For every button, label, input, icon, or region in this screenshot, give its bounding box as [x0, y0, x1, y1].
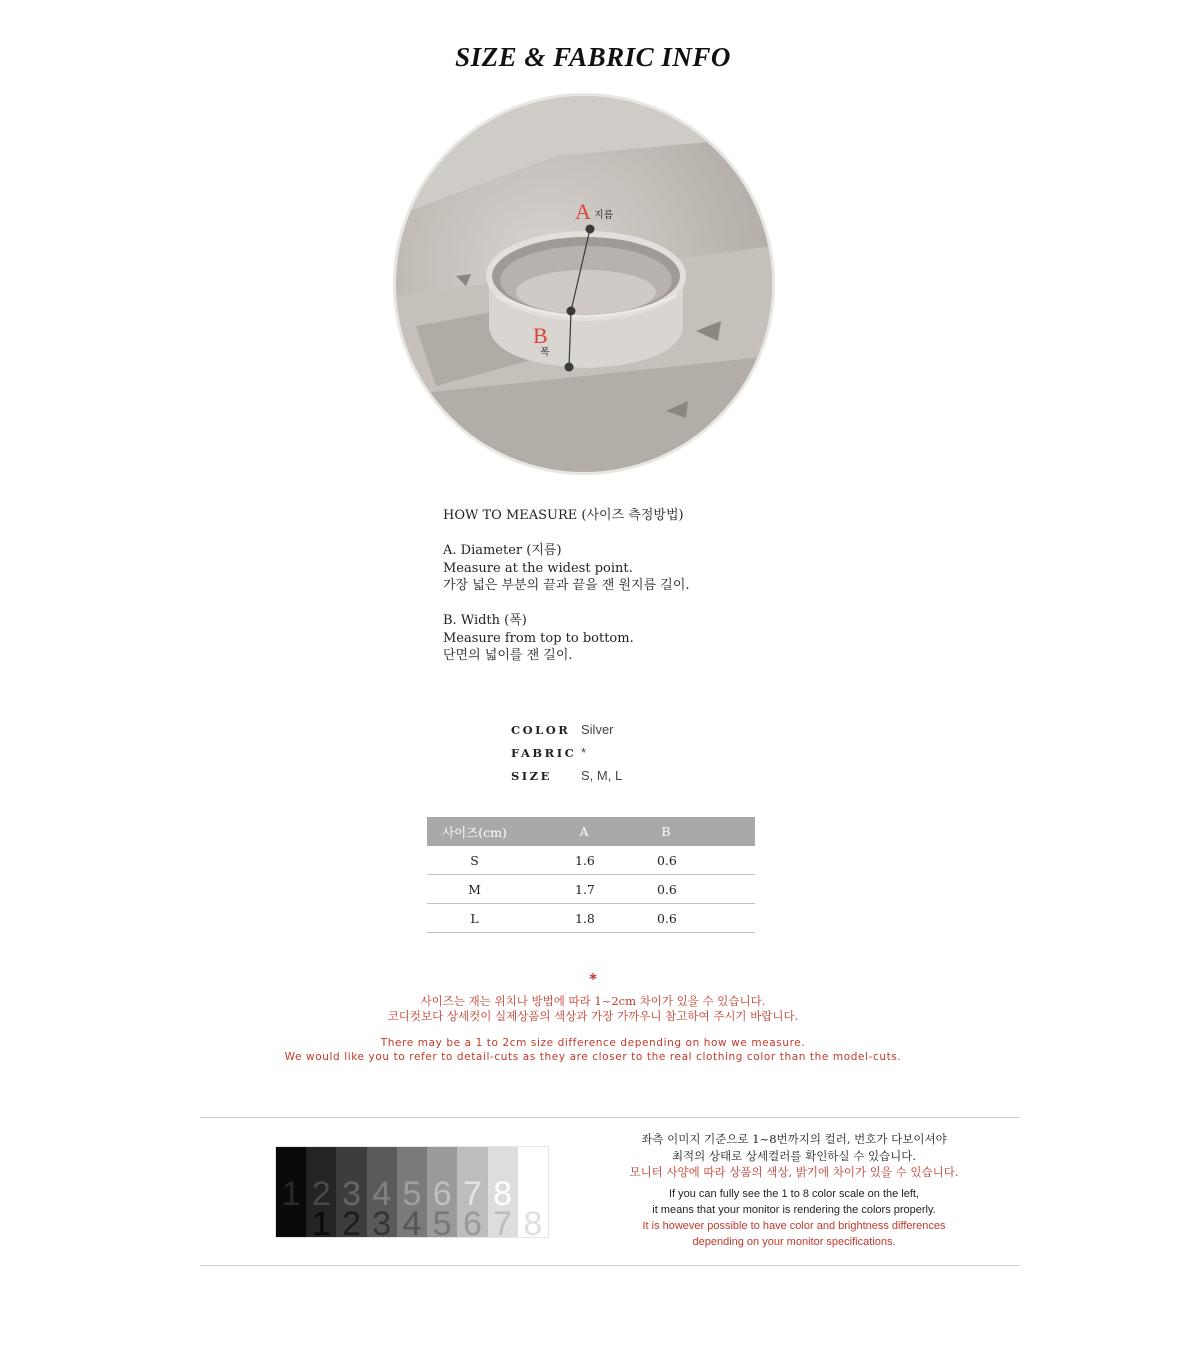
- monitor-en-warning: It is however possible to have color and brightness differences: [642, 1219, 946, 1232]
- spec-value: Silver: [581, 722, 614, 737]
- diameter-point: [586, 225, 595, 234]
- header-a: A: [575, 817, 657, 846]
- color-scale: [275, 1146, 549, 1238]
- swatch-number-top: 8: [493, 1175, 513, 1213]
- notice-ko-line: 코디컷보다 상세컷이 실제상품의 색상과 가장 가까우니 참고하여 주시기 바랍니다.: [387, 1009, 799, 1023]
- cell-a: 1.8: [575, 904, 657, 933]
- how-to-measure-heading: HOW TO MEASURE (사이즈 측정방법): [443, 508, 684, 523]
- width-desc-ko: 단면의 넓이를 잰 길이.: [443, 648, 573, 663]
- diameter-title: A. Diameter (지름): [443, 543, 562, 558]
- color-swatch: [367, 1147, 397, 1237]
- swatch-number-bottom: 6: [462, 1205, 482, 1237]
- swatch-number-top: 6: [432, 1175, 452, 1213]
- monitor-en-warning: depending on your monitor specifications.: [692, 1235, 896, 1248]
- diameter-desc-ko: 가장 넓은 부분의 끝과 끝을 잰 원지름 길이.: [443, 578, 690, 593]
- swatch-number-top: 4: [372, 1175, 392, 1213]
- swatch-number-bottom: 7: [493, 1205, 513, 1237]
- monitor-ko-warning: 모니터 사양에 따라 상품의 색상, 밝기에 차이가 있을 수 있습니다.: [629, 1165, 959, 1179]
- monitor-en-line: If you can fully see the 1 to 8 color scale on the left,: [668, 1187, 920, 1200]
- swatch-number-bottom: 2: [342, 1205, 361, 1237]
- notice-en-line: There may be a 1 to 2cm size difference depending on how we measure.: [380, 1037, 806, 1049]
- diameter-desc-en: Measure at the widest point.: [443, 560, 633, 576]
- header-b: B: [657, 817, 755, 846]
- ring-photo: [396, 96, 772, 472]
- label-b: B: [533, 323, 548, 348]
- width-bottom-point: [565, 363, 574, 372]
- cell-b: 0.6: [657, 846, 755, 875]
- color-swatch: [276, 1147, 306, 1237]
- spec-label: FABRIC: [511, 745, 577, 760]
- size-table: [427, 817, 755, 933]
- table-row: [427, 904, 755, 933]
- monitor-ko-line: 최적의 상태로 상세컬러를 확인하실 수 있습니다.: [671, 1148, 917, 1163]
- swatch-number-top: 1: [281, 1175, 301, 1213]
- monitor-note: [600, 1131, 988, 1250]
- color-swatch: [427, 1147, 457, 1237]
- spec-row-size: [511, 764, 622, 787]
- width-desc-en: Measure from top to bottom.: [443, 630, 634, 646]
- swatch-number-bottom: 8: [523, 1205, 543, 1237]
- color-swatch: [306, 1147, 336, 1237]
- swatch-number-bottom: 5: [432, 1205, 452, 1237]
- spec-value: S, M, L: [581, 768, 623, 783]
- cell-a: 1.6: [575, 846, 657, 875]
- spec-row-color: [511, 718, 622, 741]
- table-row: [427, 846, 755, 875]
- cell-size: S: [427, 846, 575, 875]
- spec-value: *: [581, 745, 587, 760]
- spec-row-fabric: [511, 741, 622, 764]
- header-size: 사이즈(cm): [427, 817, 575, 846]
- cell-b: 0.6: [657, 875, 755, 904]
- how-to-measure: [443, 507, 843, 665]
- divider-bottom: [200, 1265, 1020, 1266]
- swatch-number-bottom: 1: [311, 1205, 331, 1237]
- table-header-row: [427, 817, 755, 846]
- color-swatch: [457, 1147, 487, 1237]
- color-swatch: [488, 1147, 518, 1237]
- spec-label: COLOR: [511, 722, 571, 737]
- swatch-number-top: 2: [311, 1175, 331, 1213]
- spec-label: SIZE: [511, 768, 552, 783]
- color-swatch: [397, 1147, 427, 1237]
- notice-star: *: [589, 970, 597, 988]
- table-row: [427, 875, 755, 904]
- cell-size: L: [427, 904, 575, 933]
- swatch-number-top: 5: [402, 1175, 422, 1213]
- label-a: A: [575, 199, 591, 224]
- swatch-number-top: 7: [462, 1175, 482, 1213]
- cell-a: 1.7: [575, 875, 657, 904]
- label-b-ko: 폭: [540, 347, 550, 358]
- ring-measure-diagram: [396, 96, 772, 472]
- cell-size: M: [427, 875, 575, 904]
- color-swatch: [518, 1147, 548, 1237]
- divider-top: [200, 1117, 1020, 1118]
- monitor-en-line: it means that your monitor is rendering the colors properly.: [652, 1203, 936, 1216]
- notice-en: [0, 1037, 1186, 1064]
- notice-ko-line: 사이즈는 재는 위치나 방법에 따라 1~2cm 차이가 있을 수 있습니다.: [420, 994, 766, 1008]
- notice-ko: [0, 994, 1186, 1024]
- swatch-number-bottom: 3: [372, 1205, 392, 1237]
- swatch-number-top: 3: [342, 1175, 361, 1213]
- width-title: B. Width (폭): [443, 613, 527, 628]
- swatch-number-bottom: 4: [402, 1205, 422, 1237]
- page-title: SIZE & FABRIC INFO: [455, 42, 731, 72]
- cell-b: 0.6: [657, 904, 755, 933]
- label-a-ko: 지름: [594, 210, 614, 221]
- color-swatch: [336, 1147, 366, 1237]
- notice-en-line: We would like you to refer to detail-cuts as they are closer to the real clothing color than the model-cuts.: [284, 1050, 902, 1063]
- width-top-point: [567, 307, 576, 316]
- spec-list: [511, 718, 622, 787]
- monitor-ko-line: 좌측 이미지 기준으로 1~8번까지의 컬러, 번호가 다보이셔야: [641, 1132, 947, 1146]
